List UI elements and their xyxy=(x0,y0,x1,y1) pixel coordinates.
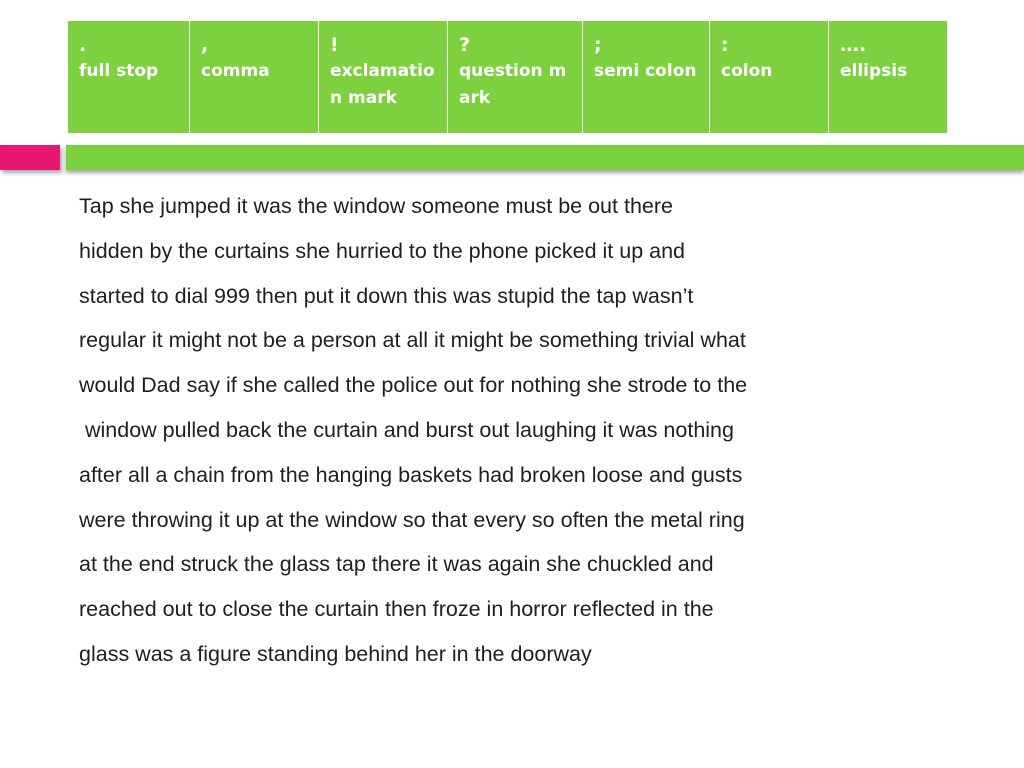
punctuation-symbol: ! xyxy=(330,34,339,56)
story-line: window pulled back the curtain and burst out laughing it was nothing xyxy=(79,417,734,442)
story-line: Tap she jumped it was the window someone must be out there xyxy=(79,194,673,218)
punctuation-cell-comma xyxy=(190,21,319,133)
story-line: hidden by the curtains she hurried to the phone picked it up and xyxy=(79,238,685,263)
punctuation-cell-semi-colon xyxy=(583,21,710,133)
punctuation-symbol: …. xyxy=(840,34,867,56)
punctuation-cell-colon xyxy=(710,21,829,133)
story-line: after all a chain from the hanging baskets had broken loose and gusts xyxy=(79,462,743,487)
punctuation-name: semi colon xyxy=(594,61,697,81)
punctuation-symbol: ; xyxy=(594,34,602,56)
accent-pink-tab xyxy=(0,145,60,170)
punctuation-name: full stop xyxy=(79,61,159,81)
punctuation-symbol: . xyxy=(79,34,87,56)
punctuation-table xyxy=(68,21,947,133)
punctuation-cell-ellipsis xyxy=(829,21,947,133)
punctuation-name: exclamation mark xyxy=(330,61,435,108)
punctuation-cell-exclamation-mark xyxy=(319,21,448,133)
punctuation-symbol: : xyxy=(721,34,729,56)
story-line: glass was a figure standing behind her in the doorway xyxy=(79,641,592,666)
story-line: were throwing it up at the window so that every so often the metal ring xyxy=(79,507,745,532)
story-line: regular it might not be a person at all it might be something trivial what xyxy=(79,328,746,353)
punctuation-name: question mark xyxy=(459,61,567,108)
punctuation-cell-full-stop xyxy=(68,21,190,133)
story-text xyxy=(79,191,879,684)
accent-green-bar xyxy=(66,145,1024,170)
punctuation-symbol: ? xyxy=(459,34,471,56)
story-line: at the end struck the glass tap there it was again she chuckled and xyxy=(79,552,714,577)
story-line: would Dad say if she called the police out for nothing she strode to the xyxy=(79,373,748,398)
story-line: started to dial 999 then put it down this was stupid the tap wasn’t xyxy=(79,283,694,308)
punctuation-name: ellipsis xyxy=(840,61,908,81)
punctuation-name: colon xyxy=(721,61,773,81)
punctuation-symbol: , xyxy=(201,34,209,56)
punctuation-name: comma xyxy=(201,61,270,81)
punctuation-cell-question-mark xyxy=(448,21,583,133)
story-line: reached out to close the curtain then froze in horror reflected in the xyxy=(79,597,714,622)
